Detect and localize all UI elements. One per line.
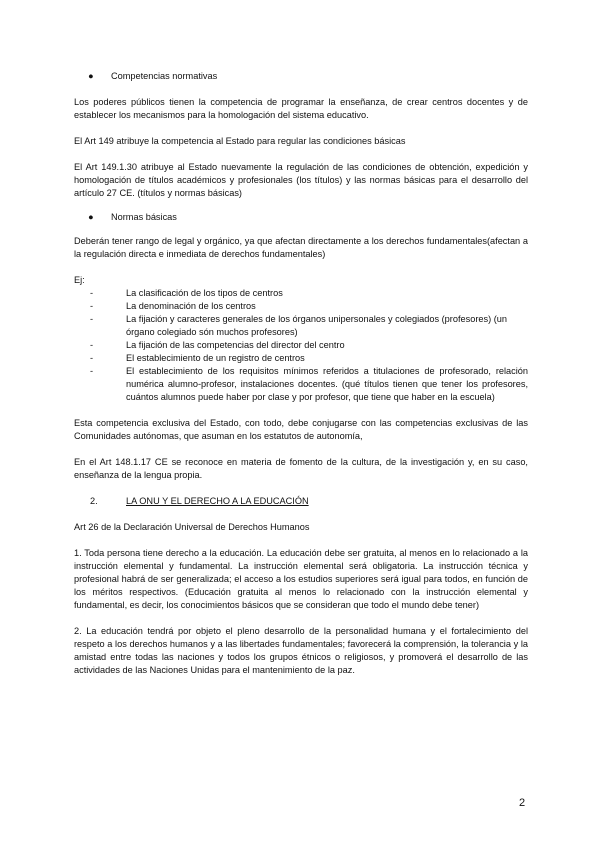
paragraph: Esta competencia exclusiva del Estado, con todo, debe conjugarse con las competencias exclusivas de las Comunidades autónomas, que asuman en los estatutos de autonomía, (74, 418, 528, 441)
paragraph: 1. Toda persona tiene derecho a la educación. La educación debe ser gratuita, al menos en lo relacionado a la instrucción elemental y fundamental. La instrucción elemental será obligatoria. La instrucción técnica y profesional habrá de ser generalizada; el acceso a los estudios superiores será igual para todos, en función de los méritos respectivos. (Educación gratuita al menos lo relacionado con la instrucción elemental y fundamental, es decir, los conocimientos básicos que se consideran que todo el mundo debe tener) (74, 548, 528, 610)
dash-icon: - (90, 288, 94, 298)
paragraph: 2. La educación tendrá por objeto el pleno desarrollo de la personalidad humana y el fortalecimiento del respeto a los derechos humanos y a las libertades fundamentales; favorecerá la comprensión, la tolerancia y la amistad entre todas las naciones y todos los grupos étnicos o religiosos, y promoverá el desarrollo de las actividades de las Naciones Unidas para el mantenimiento de la paz. (74, 626, 528, 675)
paragraph: Art 26 de la Declaración Universal de Derechos Humanos (74, 522, 310, 532)
list-item: - El establecimiento de un registro de centros (74, 352, 528, 365)
section-title: LA ONU Y EL DERECHO A LA EDUCACIÓN (126, 496, 309, 506)
list-item: - La denominación de los centros (74, 300, 528, 313)
page-number: 2 (519, 797, 526, 809)
document-page (74, 70, 528, 677)
examples-list (74, 287, 528, 404)
list-item: - El establecimiento de los requisitos mínimos referidos a titulaciones de profesorado, relación numérica alumno-profesor, instalaciones docentes. (qué títulos tienen que tener los profesores, cuántos alumnos puede haber por clase y por profesor, que tiene que haber en la escuela) (74, 365, 528, 404)
paragraph: Los poderes públicos tienen la competencia de programar la enseñanza, de crear centros docentes y de establecer los mecanismos para la homologación del sistema educativo. (74, 97, 528, 120)
dash-icon: - (90, 353, 94, 363)
list-item: - La clasificación de los tipos de centros (74, 287, 528, 300)
bullet-dot-icon: ● (88, 212, 94, 222)
bullet-text: Competencias normativas (111, 71, 218, 81)
section-heading (74, 495, 528, 508)
bullet-competencias (74, 70, 528, 83)
dash-icon: - (90, 314, 94, 324)
paragraph: Deberán tener rango de legal y orgánico, ya que afectan directamente a los derechos fundamentales(afectan a la regulación directa e inmediata de derechos fundamentales) (74, 236, 528, 259)
paragraph: El Art 149.1.30 atribuye al Estado nuevamente la regulación de las condiciones de obtención, expedición y homologación de títulos académicos y profesionales (los títulos) y las normas básicas para el desarrollo del artículo 27 CE. (títulos y normas básicas) (74, 162, 528, 198)
list-item: - La fijación de las competencias del director del centro (74, 339, 528, 352)
bullet-text: Normas básicas (111, 212, 177, 222)
dash-icon: - (90, 366, 94, 376)
ej-label: Ej: (74, 275, 85, 285)
paragraph: En el Art 148.1.17 CE se reconoce en materia de fomento de la cultura, de la investigación y, en su caso, enseñanza de la lengua propia. (74, 457, 528, 480)
list-item: - La fijación y caracteres generales de los órganos unipersonales y colegiados (profesores) (un órgano colegiado són muchos profesores) (74, 313, 528, 339)
dash-icon: - (90, 301, 94, 311)
section-number: 2. (90, 496, 98, 506)
dash-icon: - (90, 340, 94, 350)
bullet-dot-icon: ● (88, 71, 94, 81)
bullet-normas (74, 211, 528, 224)
paragraph: El Art 149 atribuye la competencia al Estado para regular las condiciones básicas (74, 136, 406, 146)
